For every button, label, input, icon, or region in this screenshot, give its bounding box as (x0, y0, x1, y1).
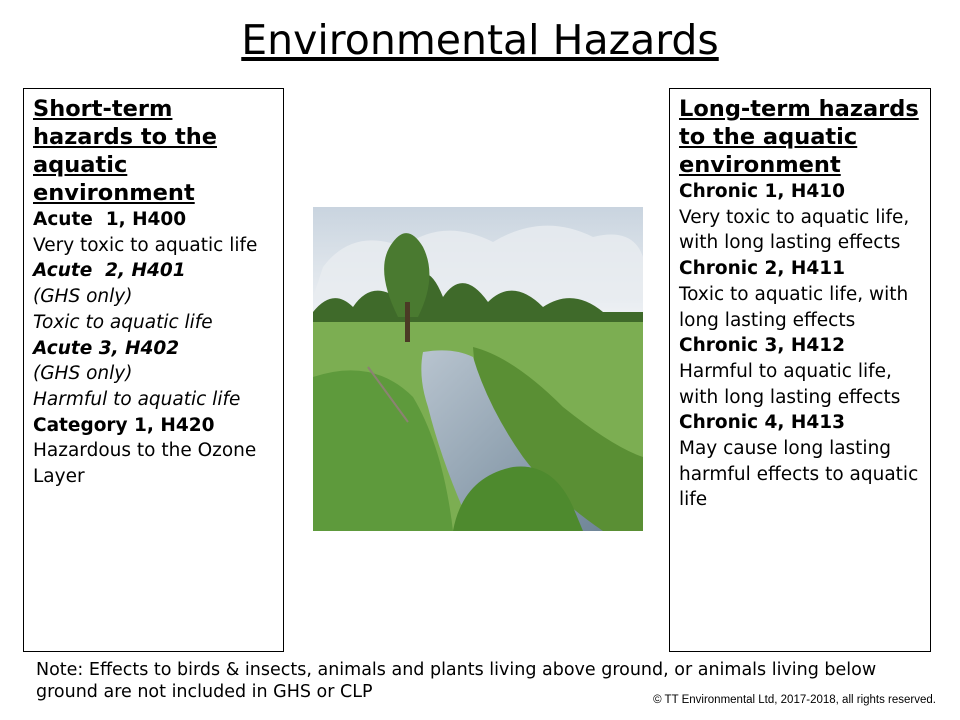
short-term-hazards-box (23, 88, 284, 652)
footnote: Note: Effects to birds & insects, animals and plants living above ground, or animals living below ground are not included in GHS or CLP (36, 660, 877, 702)
hazard-line: Very toxic to aquatic life, with long lasting effects (679, 206, 916, 254)
hazard-line: Toxic to aquatic life, with long lasting effects (679, 283, 915, 331)
hazard-line: Very toxic to aquatic life (33, 234, 258, 256)
short-term-lines (33, 207, 274, 490)
river-photo (313, 207, 643, 531)
hazard-line: Category 1, H420 (33, 414, 215, 436)
hazard-line: Acute 2, H401 (33, 260, 186, 282)
short-term-heading: Short-term hazards to the aquatic environment (33, 96, 217, 206)
hazard-line: Acute 1, H400 (33, 209, 187, 230)
hazard-line: Chronic 2, H411 (679, 258, 845, 280)
hazard-line: Harmful to aquatic life, with long lasting effects (679, 360, 901, 408)
hazard-line: May cause long lasting harmful effects to aquatic life (679, 438, 925, 511)
long-term-hazards-box (669, 88, 931, 652)
hazard-line: Toxic to aquatic life (33, 311, 213, 333)
hazard-line: Chronic 4, H413 (679, 412, 845, 434)
hazard-line: Chronic 3, H412 (679, 335, 845, 357)
long-term-lines (679, 179, 925, 513)
hazard-line: Chronic 1, H410 (679, 181, 845, 202)
hazard-line: Harmful to aquatic life (33, 388, 241, 410)
hazard-line: (GHS only) (33, 363, 133, 385)
copyright-notice: © TT Environmental Ltd, 2017-2018, all rights reserved. (653, 694, 936, 706)
long-term-heading: Long-term hazards to the aquatic environment (679, 96, 919, 178)
hazard-line: (GHS only) (33, 286, 133, 308)
tree-trunk (405, 302, 410, 342)
page-title: Environmental Hazards (241, 16, 719, 64)
hazard-line: Hazardous to the Ozone Layer (33, 440, 263, 488)
hazard-line: Acute 3, H402 (33, 337, 180, 359)
